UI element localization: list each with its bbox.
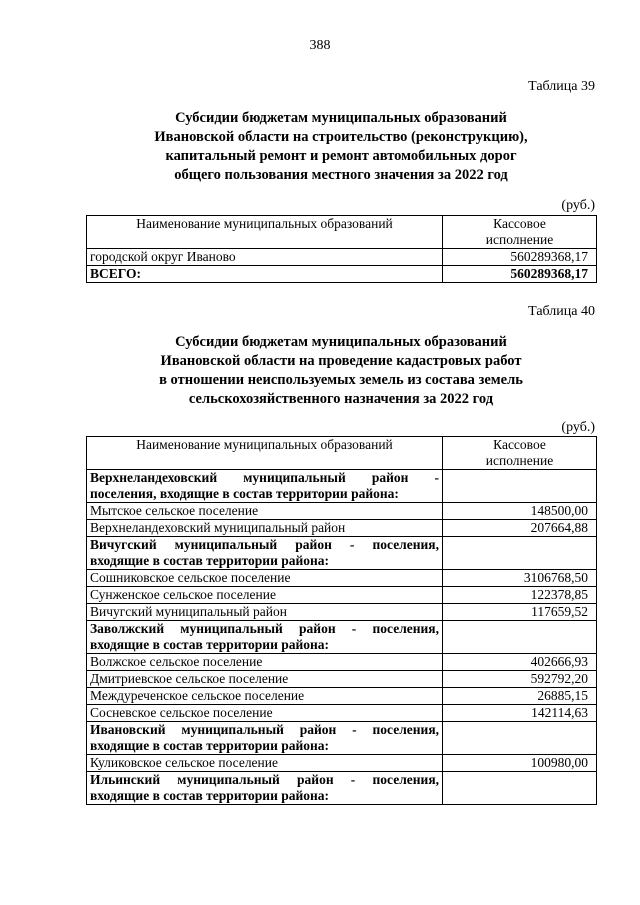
table-row [87, 503, 597, 520]
row-name: Мытское сельское поселение [87, 503, 443, 520]
table40-unit: (руб.) [561, 420, 595, 435]
row-name: Вичугский муниципальный район [87, 604, 443, 621]
row-value: 26885,15 [443, 688, 597, 705]
row-value: 100980,00 [443, 755, 597, 772]
table-row [87, 587, 597, 604]
table39-header-value [443, 216, 597, 249]
table40-header-row [87, 437, 597, 470]
table39-title-line: Ивановской области на строительство (реконструкцию), [154, 129, 528, 145]
table40-title-line: в отношении неиспользуемых земель из состава земель [159, 372, 523, 388]
header-value-line: исполнение [485, 453, 554, 468]
row-name: Сошниковское сельское поселение [87, 570, 443, 587]
row-name: Волжское сельское поселение [87, 654, 443, 671]
row-value: 560289368,17 [443, 249, 597, 266]
header-value-line: Кассовое [493, 216, 546, 231]
row-name: Дмитриевское сельское поселение [87, 671, 443, 688]
table-row [87, 604, 597, 621]
page-number: 388 [309, 38, 331, 53]
group-name: Заволжский муниципальный район - поселения, входящие в состав территории района: [87, 621, 443, 654]
row-name: Верхнеландеховский муниципальный район [87, 520, 443, 537]
table-row [87, 688, 597, 705]
table40-title-line: Субсидии бюджетам муниципальных образований [175, 334, 507, 350]
row-name: Сосневское сельское поселение [87, 705, 443, 722]
table39-header-name: Наименование муниципальных образований [87, 216, 443, 249]
table40-title-line: Ивановской области на проведение кадастровых работ [160, 353, 522, 369]
table-row [87, 654, 597, 671]
table40-title-line: сельскохозяйственного назначения за 2022 год [188, 391, 494, 407]
row-value: 207664,88 [443, 520, 597, 537]
header-value-line: Кассовое [493, 437, 546, 452]
row-value [443, 722, 597, 755]
group-name: Ивановский муниципальный район - поселения, входящие в состав территории района: [87, 722, 443, 755]
table-row [87, 755, 597, 772]
table40-label: Таблица 40 [528, 304, 595, 319]
row-value: 117659,52 [443, 604, 597, 621]
table-row [87, 570, 597, 587]
table-row [87, 470, 597, 503]
group-name: Верхнеландеховский муниципальный район - поселения, входящие в состав территории района: [87, 470, 443, 503]
row-value: 3106768,50 [443, 570, 597, 587]
table-row [87, 249, 597, 266]
table-row [87, 722, 597, 755]
table-row [87, 621, 597, 654]
table40-header-value [443, 437, 597, 470]
table39-unit: (руб.) [561, 198, 595, 213]
group-name: Ильинский муниципальный район - поселения, входящие в состав территории района: [87, 772, 443, 805]
row-name: городской округ Иваново [87, 249, 443, 266]
table39-title-line: общего пользования местного значения за 2022 год [174, 167, 508, 183]
row-value: 122378,85 [443, 587, 597, 604]
table39-title-line: Субсидии бюджетам муниципальных образований [175, 110, 507, 126]
table39 [86, 215, 597, 283]
table39-title-line: капитальный ремонт и ремонт автомобильных дорог [165, 148, 517, 164]
row-value: 592792,20 [443, 671, 597, 688]
row-name: Междуреченское сельское поселение [87, 688, 443, 705]
row-value: 142114,63 [443, 705, 597, 722]
table40 [86, 436, 597, 805]
table-row [87, 520, 597, 537]
row-value [443, 470, 597, 503]
row-value [443, 537, 597, 570]
header-value-line: исполнение [485, 232, 554, 247]
table-row [87, 671, 597, 688]
row-value: 402666,93 [443, 654, 597, 671]
row-value [443, 621, 597, 654]
table39-title [86, 109, 596, 185]
row-name: Куликовское сельское поселение [87, 755, 443, 772]
table-row [87, 772, 597, 805]
row-value: 148500,00 [443, 503, 597, 520]
table39-total-row [87, 266, 597, 283]
total-label: ВСЕГО: [87, 266, 443, 283]
table40-header-name: Наименование муниципальных образований [87, 437, 443, 470]
table39-header-row [87, 216, 597, 249]
group-name: Вичугский муниципальный район - поселения, входящие в состав территории района: [87, 537, 443, 570]
row-value [443, 772, 597, 805]
table39-label: Таблица 39 [528, 79, 595, 94]
row-name: Сунженское сельское поселение [87, 587, 443, 604]
table-row [87, 537, 597, 570]
table-row [87, 705, 597, 722]
table40-title [86, 333, 596, 409]
total-value: 560289368,17 [443, 266, 597, 283]
